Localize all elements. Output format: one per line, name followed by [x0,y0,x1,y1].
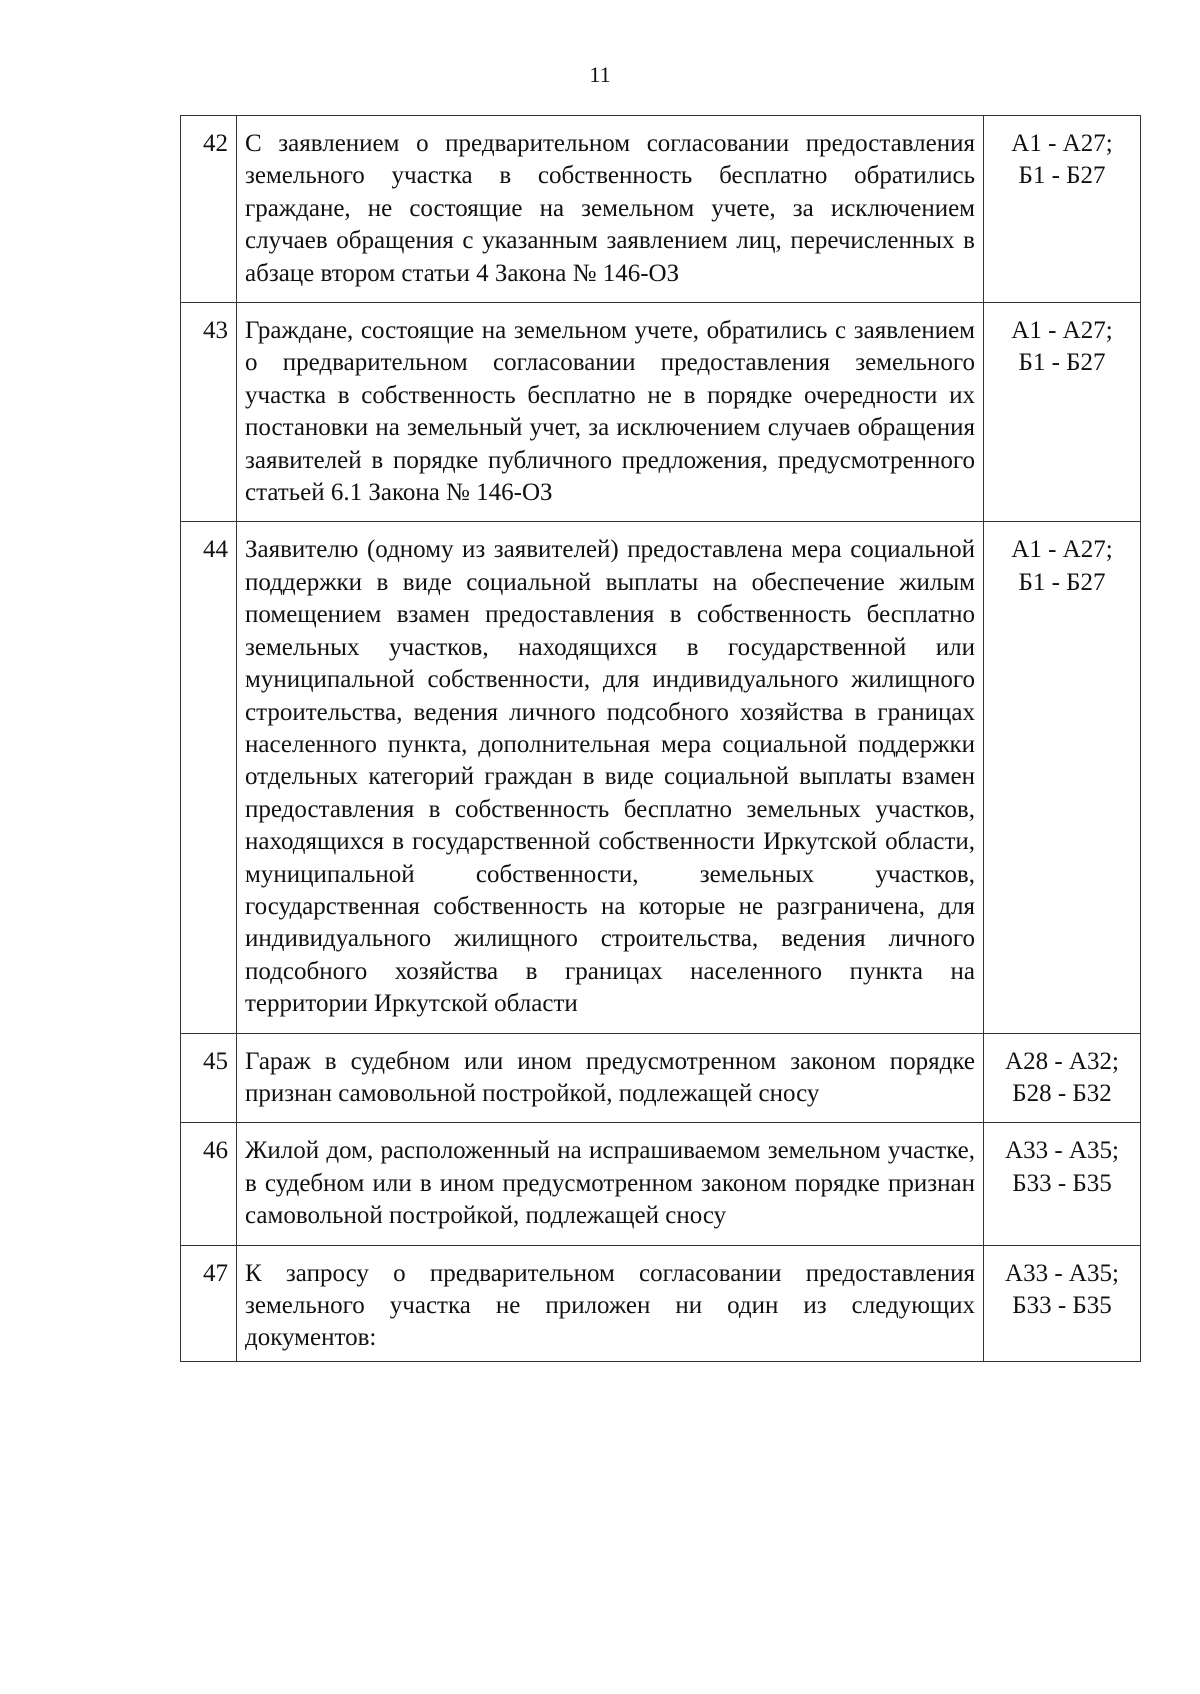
table-row [181,1123,1141,1245]
table-row [181,1033,1141,1123]
row-reference [984,1245,1141,1361]
reference-a: А28 - А32; [1005,1047,1119,1075]
reference-a: А1 - А27; [1011,130,1113,157]
reference-b: Б1 - Б27 [1018,162,1106,190]
row-reference [984,116,1141,303]
row-number: 47 [181,1245,237,1361]
row-text: Заявителю (одному из заявителей) предоставлена мера социальной поддержки в виде социальной выплаты на обеспечение жилым помещением взамен предоставления в собственность бесплатно земельных участков, находящихся в государственной или муниципальной собственности, для индивидуального жилищного строительства, ведения личного подсобного хозяйства в границах населенного пункта, дополнительная мера социальной поддержки отдельных категорий граждан в виде социальной выплаты взамен предоставления в собственность бесплатно земельных участков, находящихся в государственной собственности Иркутской области, муниципальной собственности, земельных участков, государственная собственность на которые не разграничена, для индивидуального жилищного строительства, ведения личного подсобного хозяйства в границах населенного пункта на территории Иркутской области [237,522,984,1033]
table-row [181,522,1141,1033]
reference-a: А33 - А35; [1005,1259,1119,1287]
row-reference [984,522,1141,1033]
row-reference [984,303,1141,522]
row-number: 46 [181,1123,237,1245]
row-number: 45 [181,1033,237,1123]
reference-a: А33 - А35; [1005,1137,1119,1165]
row-text: К запросу о предварительном согласовании предоставления земельного участка не приложен ни один из следующих документов: [237,1245,984,1361]
table-row [181,116,1141,303]
table-row [181,1245,1141,1361]
row-text: Гараж в судебном или ином предусмотренном законом порядке признан самовольной постройкой, подлежащей сносу [237,1033,984,1123]
reference-a: А1 - А27; [1011,536,1113,564]
row-text: Жилой дом, расположенный на испрашиваемом земельном участке, в судебном или в ином предусмотренном законом порядке признан самовольной постройкой, подлежащей сносу [237,1123,984,1245]
row-text: С заявлением о предварительном согласовании предоставления земельного участка в собственность бесплатно обратились граждане, не состоящие на земельном учете, за исключением случаев обращения с указанным заявлением лиц, перечисленных в абзаце втором статьи 4 Закона № 146-ОЗ [237,116,984,303]
row-number: 43 [181,303,237,522]
reference-b: Б1 - Б27 [1018,568,1106,596]
row-text: Граждане, состоящие на земельном учете, обратились с заявлением о предварительном согласовании предоставления земельного участка в собственность бесплатно не в порядке очередности их постановки на земельный учет, за исключением случаев обращения заявителей в порядке публичного предложения, предусмотренного статьей 6.1 Закона № 146-ОЗ [237,303,984,522]
reference-b: Б33 - Б35 [1012,1292,1112,1319]
row-number: 42 [181,116,237,303]
reference-a: А1 - А27; [1011,317,1113,345]
reference-b: Б28 - Б32 [1012,1079,1112,1107]
reference-b: Б33 - Б35 [1012,1169,1112,1197]
grounds-table [180,115,1141,1362]
row-reference [984,1123,1141,1245]
table-row [181,303,1141,522]
reference-b: Б1 - Б27 [1018,349,1106,377]
row-number: 44 [181,522,237,1033]
row-reference [984,1033,1141,1123]
page-number: 11 [589,62,611,87]
